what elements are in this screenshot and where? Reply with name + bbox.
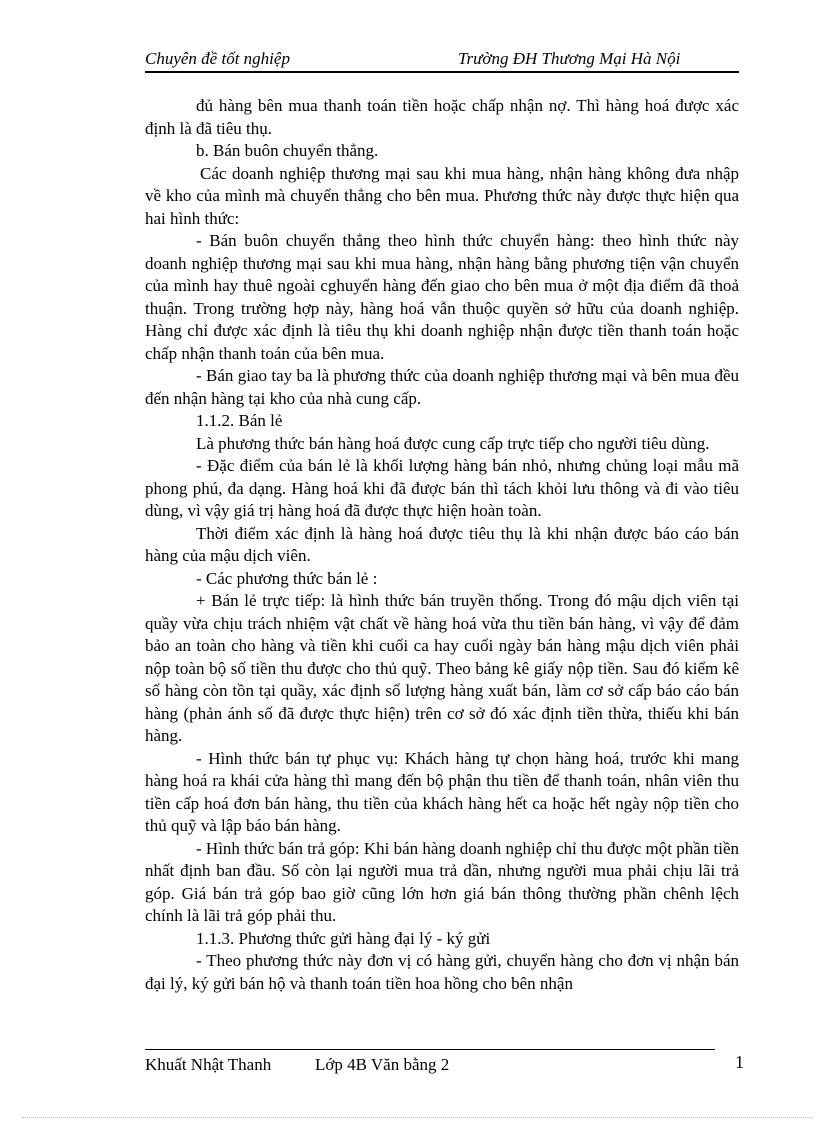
paragraph: - Đặc điểm của bán lẻ là khối lượng hàng bán nhỏ, nhưng chủng loại mẫu mã phong phú, đa dạng. Hàng hoá khi đã được bán thì tách khỏi lưu thông và đi vào tiêu dùng, vì vậy giá trị hàng hoá đã được thực hiện hoàn toàn. (145, 456, 739, 520)
paragraph: Thời điểm xác định là hàng hoá được tiêu thụ là khi nhận được báo cáo bán hàng của mậu dịch viên. (145, 523, 739, 565)
paragraph: - Hình thức bán trả góp: Khi bán hàng doanh nghiệp chỉ thu được một phần tiền nhất định ban đầu. Số còn lại người mua trả dần, nhưng người mua phải chịu lãi trả góp. Giá bán trả góp bao giờ cũng lớn hơn giá bán thông thường phần chênh lệch chính là lãi trả góp phải thu. (145, 838, 739, 925)
section-heading: 1.1.2. Bán lẻ (196, 411, 283, 430)
paragraph: - Bán buôn chuyển thẳng theo hình thức chuyển hàng: theo hình thức này doanh nghiệp thương mại sau khi mua hàng, nhận hàng bằng phương tiện vận chuyển của mình hay thuê ngoài cghuyển hàng đến giao cho bên mua ở một địa điểm đã thoả thuận. Trong trường hợp này, hàng hoá vẫn thuộc quyền sở hữu của doanh nghiệp. Hàng chỉ được xác định là tiêu thụ khi doanh nghiệp nhận được tiền thanh toán hoặc chấp nhận thanh toán của bên mua. (145, 231, 739, 363)
paragraph: - Các phương thức bán lẻ : (196, 568, 378, 588)
page-number: 1 (735, 1052, 744, 1072)
page-bottom-edge (22, 1117, 812, 1118)
paragraph: Các doanh nghiệp thương mại sau khi mua hàng, nhận hàng không đưa nhập về kho của mình mà chuyển thẳng cho bên mua. Phương thức này được thực hiện qua hai hình thức: (145, 163, 739, 228)
section-heading: b. Bán buôn chuyển thẳng. (196, 141, 379, 160)
paragraph: + Bán lẻ trực tiếp: là hình thức bán truyền thống. Trong đó mậu dịch viên tại quầy vừa chịu trách nhiệm vật chất về hàng hoá vừa thu tiền bán hàng, vì vậy để đảm bảo an toàn cho hàng và tiền khi cuối ca hay cuối ngày bán hàng mậu dịch viên phải nộp toàn bộ số tiền thu được cho thủ quỹ. Theo bảng kê giấy nộp tiền. Sau đó kiểm kê số hàng còn tồn tại quầy, xác định số lượng hàng xuất bán, làm cơ sở cấp báo cáo bán hàng (phản ánh số đã được thực hiện) trên cơ sở đó xác định tiền thừa, thiếu khi bán hàng. (145, 591, 739, 745)
footer-class: Lớp 4B Văn bằng 2 (315, 1055, 450, 1074)
paragraph: - Theo phương thức này đơn vị có hàng gửi, chuyển hàng cho đơn vị nhận bán đại lý, ký gửi bán hộ và thanh toán tiền hoa hồng cho bên nhận (145, 951, 739, 993)
footer-divider (145, 1049, 715, 1050)
header-document-title: Chuyên đề tốt nghiệp (145, 49, 290, 68)
document-body (145, 95, 739, 995)
page-header (145, 49, 739, 73)
paragraph: - Hình thức bán tự phục vụ: Khách hàng tự chọn hàng hoá, trước khi mang hàng hoá ra khái cửa hàng thì mang đến bộ phận thu tiền để thanh toán, nhân viên thu tiền cấp hoá đơn bán hàng, thu tiền của khách hàng hết ca hoặc hết ngày nộp tiền cho thủ quỹ và lập báo bán hàng. (145, 748, 739, 835)
paragraph: đủ hàng bên mua thanh toán tiền hoặc chấp nhận nợ. Thì hàng hoá được xác định là đã tiêu thụ. (145, 96, 739, 138)
header-university-name: Trường ĐH Thương Mại Hà Nội (458, 49, 681, 68)
footer-author: Khuất Nhật Thanh (145, 1055, 272, 1074)
section-heading: 1.1.3. Phương thức gửi hàng đại lý - ký gửi (196, 928, 491, 948)
paragraph: - Bán giao tay ba là phương thức của doanh nghiệp thương mại và bên mua đều đến nhận hàng tại kho của nhà cung cấp. (145, 366, 739, 408)
paragraph: Là phương thức bán hàng hoá được cung cấp trực tiếp cho người tiêu dùng. (196, 433, 710, 453)
